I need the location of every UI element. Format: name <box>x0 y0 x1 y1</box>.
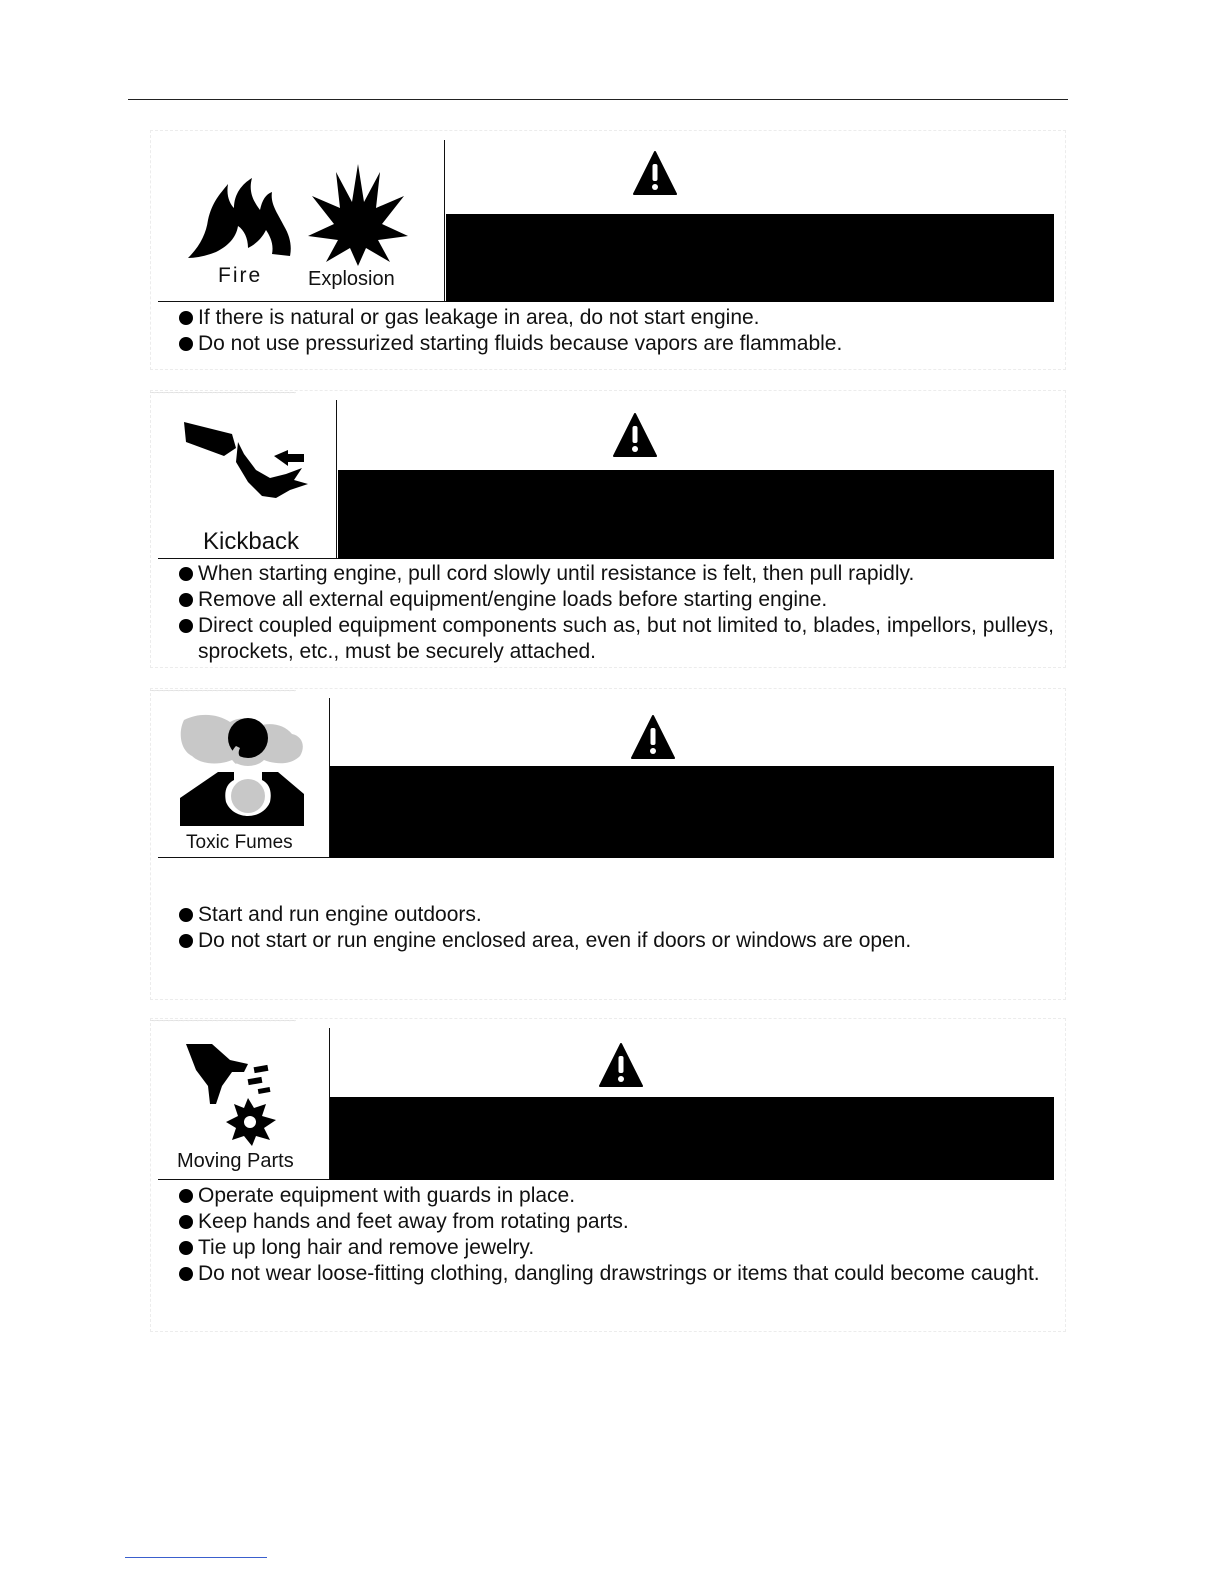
bullet-list <box>178 561 1054 665</box>
safety-alert-icon <box>612 412 658 458</box>
safety-sign <box>158 1028 1054 1180</box>
list-item: When starting engine, pull cord slowly until resistance is felt, then pull rapidly. <box>178 561 1054 587</box>
hazard-icon-box <box>158 698 330 858</box>
bullet-dot <box>179 1215 193 1229</box>
signal-word-bar <box>330 766 1054 858</box>
bullet-dot <box>179 567 193 581</box>
bullet-dot <box>179 619 193 633</box>
fire-caption: Fire <box>218 264 263 287</box>
signal-word-bar <box>330 1097 1054 1180</box>
bullet-dot <box>179 1189 193 1203</box>
safety-alert-icon <box>598 1042 644 1088</box>
safety-sign <box>158 698 1054 858</box>
moving-parts-caption: Moving Parts <box>177 1150 294 1172</box>
warning-panel-fire-explosion <box>150 130 1066 370</box>
hazard-icon-box <box>158 400 337 559</box>
bullet-dot <box>179 311 193 325</box>
bullet-list <box>178 902 1054 954</box>
explosion-caption: Explosion <box>308 268 395 290</box>
list-item: Tie up long hair and remove jewelry. <box>178 1235 1054 1261</box>
toxic-fumes-icon <box>178 712 308 828</box>
hazard-icon-box <box>158 1028 330 1180</box>
list-item: Do not use pressurized starting fluids because vapors are flammable. <box>178 331 1054 357</box>
fire-icon <box>186 172 296 262</box>
border-pattern: ~~~~~~~~~~~~~~~~~~~~~~~~~~~~~~ <box>150 388 296 399</box>
kickback-caption: Kickback <box>203 528 300 555</box>
moving-parts-icon <box>182 1042 282 1146</box>
footer-rule <box>125 1557 267 1558</box>
border-pattern: ~~~~~~~~~~~~~~~~~~~~~~~~~~~~~~ <box>150 1016 296 1027</box>
list-item: Operate equipment with guards in place. <box>178 1183 1054 1209</box>
warning-panel-moving-parts <box>150 1018 1066 1332</box>
safety-sign <box>158 400 1054 559</box>
safety-alert-icon <box>630 714 676 760</box>
toxic-fumes-caption: Toxic Fumes <box>186 832 293 853</box>
safety-sign <box>158 140 1054 302</box>
bullet-dot <box>179 934 193 948</box>
list-item: Direct coupled equipment components such as, but not limited to, blades, impellors, pulleys, sprockets, etc., must be securely attached. <box>178 613 1054 665</box>
signal-word-bar <box>338 470 1054 559</box>
bullet-list <box>178 305 1054 357</box>
warning-panel-toxic-fumes <box>150 688 1066 1000</box>
list-item: Keep hands and feet away from rotating parts. <box>178 1209 1054 1235</box>
bullet-dot <box>179 1267 193 1281</box>
list-item: Start and run engine outdoors. <box>178 902 1054 928</box>
signal-word-bar <box>446 214 1054 302</box>
list-item: If there is natural or gas leakage in area, do not start engine. <box>178 305 1054 331</box>
list-item: Do not start or run engine enclosed area, even if doors or windows are open. <box>178 928 1054 954</box>
bullet-dot <box>179 593 193 607</box>
signal-word-header <box>446 140 1054 302</box>
signal-word-header <box>330 698 1054 858</box>
bullet-list <box>178 1183 1054 1287</box>
list-item: Remove all external equipment/engine loads before starting engine. <box>178 587 1054 613</box>
kickback-icon <box>184 412 316 502</box>
signal-word-header <box>338 400 1054 559</box>
explosion-icon <box>308 162 408 266</box>
border-pattern: ~~~~~~~~~~~~~~~~~~~~~~~~~~~~~~ <box>150 686 296 697</box>
signal-word-header <box>330 1028 1054 1180</box>
list-item: Do not wear loose-fitting clothing, dangling drawstrings or items that could become caught. <box>178 1261 1054 1287</box>
bullet-dot <box>179 1241 193 1255</box>
hazard-icon-box <box>158 140 445 302</box>
bullet-dot <box>179 908 193 922</box>
safety-alert-icon <box>632 150 678 196</box>
header-rule <box>128 99 1068 100</box>
warning-panel-kickback <box>150 390 1066 668</box>
bullet-dot <box>179 337 193 351</box>
